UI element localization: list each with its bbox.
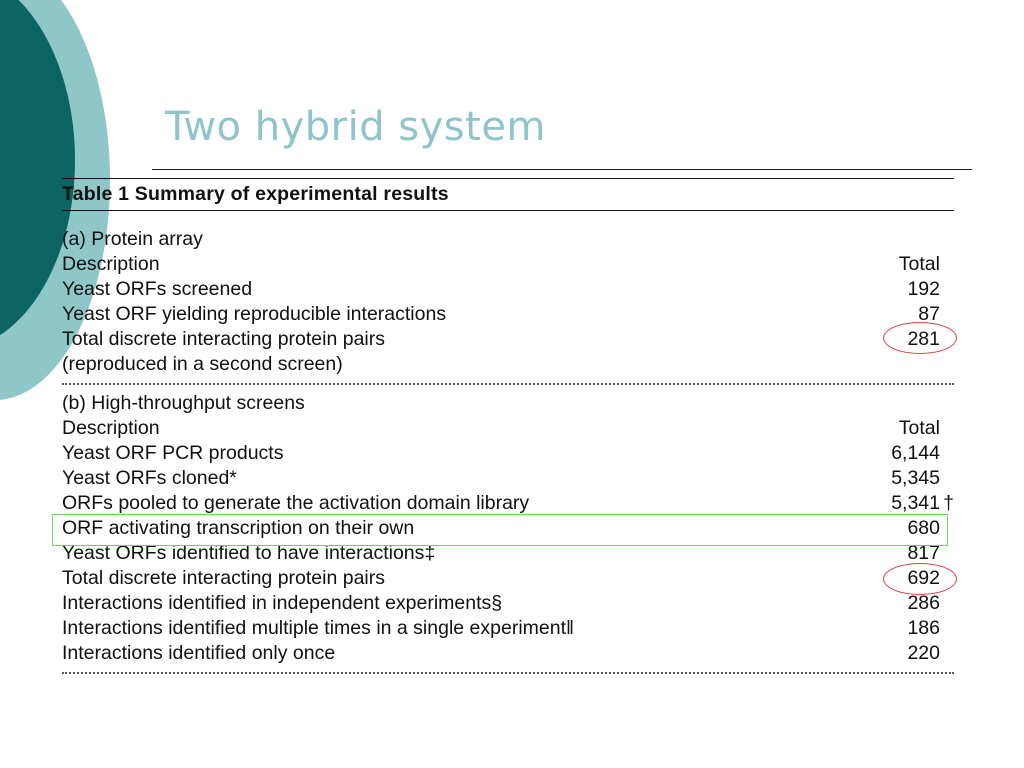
- value-text: 5,341: [891, 492, 940, 514]
- row-label: ORFs pooled to generate the activation domain library: [62, 492, 530, 514]
- row-label: Interactions identified multiple times in a single experiment‖: [62, 617, 575, 639]
- col-total: Total: [898, 253, 940, 275]
- row-label: Yeast ORF PCR products: [62, 442, 284, 464]
- value-text: 680: [907, 517, 940, 539]
- row-label: Yeast ORFs identified to have interactions‡: [62, 542, 436, 564]
- row-label: Yeast ORF yielding reproducible interactions: [62, 303, 447, 325]
- section-b-header-row: [62, 416, 954, 441]
- value-text: 286: [907, 592, 940, 614]
- row-label: Total discrete interacting protein pairs: [62, 567, 385, 589]
- section-b-heading: [62, 391, 954, 416]
- dotted-separator: [62, 672, 954, 674]
- value-text: 5,345: [891, 467, 940, 489]
- row-label: Interactions identified in independent experiments§: [62, 592, 503, 614]
- row-value: [844, 591, 954, 616]
- value-text: 817: [907, 542, 940, 564]
- row-label: Interactions identified only once: [62, 642, 336, 664]
- row-value: [844, 441, 954, 466]
- table-row: [62, 277, 954, 302]
- row-label: Yeast ORFs cloned*: [62, 467, 237, 489]
- row-value: [844, 616, 954, 641]
- col-description: Description: [62, 253, 160, 275]
- table-row: [62, 591, 954, 616]
- caption-rule: [62, 210, 954, 211]
- row-value: 192: [907, 278, 940, 300]
- row-value: 87: [918, 303, 940, 325]
- row-value: [844, 491, 954, 516]
- row-value: 281: [907, 328, 940, 350]
- value-text: 220: [907, 642, 940, 664]
- dotted-separator: [62, 383, 954, 385]
- table-row: [62, 302, 954, 327]
- value-text: 692: [907, 567, 940, 589]
- table-row: [62, 566, 954, 591]
- section-heading-label: (b) High-throughput screens: [62, 392, 305, 414]
- red-circle-annotation: [883, 563, 957, 595]
- table-row: [62, 641, 954, 666]
- table-row: [62, 491, 954, 516]
- row-value: [844, 352, 954, 377]
- title-underline: [152, 169, 972, 170]
- table-row: [62, 466, 954, 491]
- table-row: [62, 352, 954, 377]
- footnote-mark: †: [943, 492, 954, 514]
- table-row: [62, 441, 954, 466]
- table-row: [62, 616, 954, 641]
- section-a-header-row: [62, 252, 954, 277]
- red-circle-annotation: [883, 322, 957, 354]
- green-highlight-box: [52, 514, 948, 546]
- value-text: 186: [907, 617, 940, 639]
- row-value: [844, 641, 954, 666]
- row-label: Total discrete interacting protein pairs: [62, 328, 385, 350]
- row-label: Yeast ORFs screened: [62, 278, 253, 300]
- row-label: ORF activating transcription on their own: [62, 517, 415, 539]
- results-table: [62, 178, 954, 680]
- col-total: Total: [898, 417, 940, 439]
- slide-title: Two hybrid system: [165, 104, 546, 150]
- row-value: [844, 466, 954, 491]
- section-a-heading: [62, 227, 954, 252]
- table-caption: Table 1 Summary of experimental results: [62, 183, 449, 205]
- row-label: (reproduced in a second screen): [62, 353, 343, 375]
- value-text: 6,144: [891, 442, 940, 464]
- col-description: Description: [62, 417, 160, 439]
- table-row: [62, 327, 954, 352]
- section-heading-label: (a) Protein array: [62, 228, 203, 250]
